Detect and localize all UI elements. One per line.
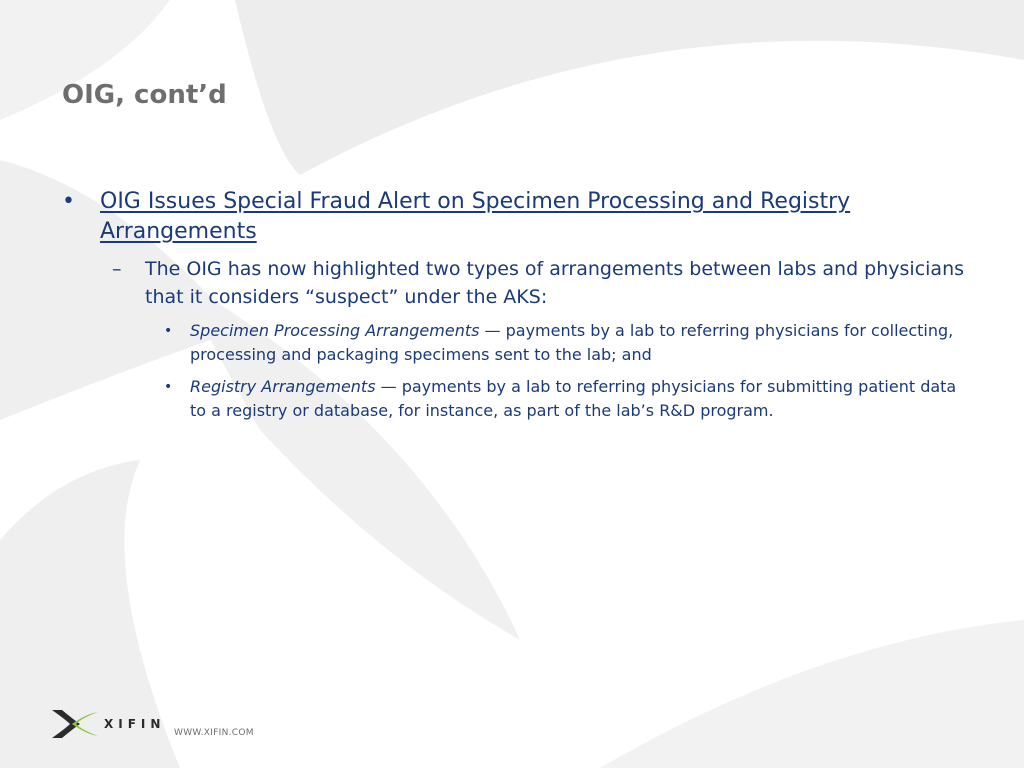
bullet-level3-specimen xyxy=(164,319,972,367)
bullet-level1 xyxy=(62,187,972,247)
registry-description: — payments by a lab to referring physicians for submitting patient data to a registry or database, for instance, as part of the lab’s R&D program. xyxy=(190,377,957,420)
registry-term: Registry Arrangements xyxy=(190,377,376,396)
slide-body xyxy=(62,187,972,423)
xifin-logo xyxy=(52,710,165,738)
bullet-dot-icon: • xyxy=(164,379,173,395)
dash-bullet-icon: – xyxy=(112,258,122,280)
fraud-alert-link[interactable]: OIG Issues Special Fraud Alert on Specimen Processing and Registry Arrangements xyxy=(100,189,851,244)
bullet-dot-icon: • xyxy=(164,323,173,339)
footer-url: WWW.XIFIN.COM xyxy=(174,728,254,738)
level2-text: The OIG has now highlighted two types of arrangements between labs and physicians that it considers “suspect” under the AKS: xyxy=(145,258,965,308)
bullet-dot-icon: • xyxy=(62,189,75,214)
specimen-term: Specimen Processing Arrangements xyxy=(190,321,480,340)
slide-title: OIG, cont’d xyxy=(62,80,227,110)
specimen-description: — payments by a lab to referring physicians for collecting, processing and packaging specimens sent to the lab; and xyxy=(190,321,954,364)
xifin-x-icon xyxy=(52,710,98,738)
bullet-level3-registry xyxy=(164,375,972,423)
logo-wordmark: XIFIN xyxy=(104,717,166,731)
bullet-level2 xyxy=(112,255,972,311)
